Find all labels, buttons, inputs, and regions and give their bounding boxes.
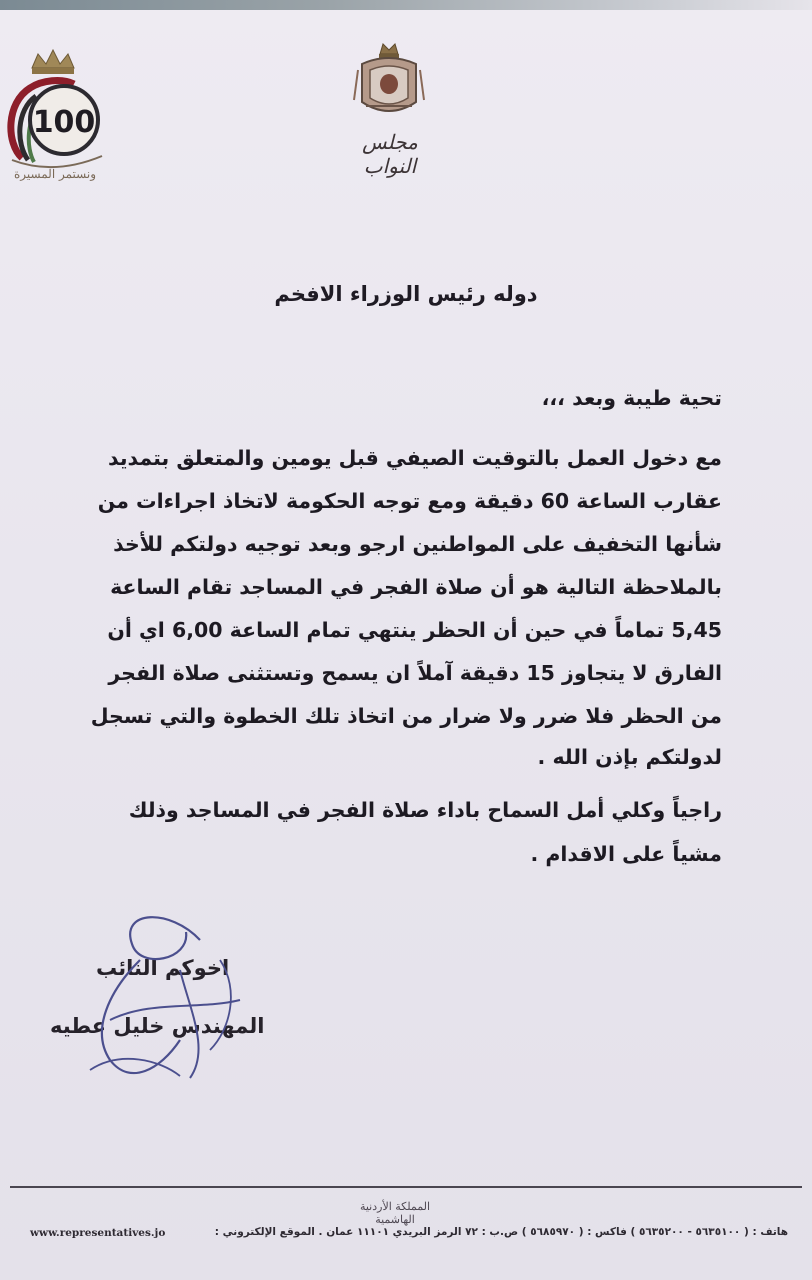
footer-contact: هاتف : ( ٥٦٣٥١٠٠ - ٥٦٣٥٢٠٠ ) فاكس : ( ٥٦٨٥٩٧٠ ) ص.ب : ٧٢ الرمز البريدي ١١١٠١ عمان . الموقع الإلكتروني : bbox=[214, 1226, 788, 1238]
greeting: تحية طيبة وبعد ،،، bbox=[541, 386, 722, 410]
royal-emblem-icon bbox=[352, 40, 426, 124]
body-line: لدولتكم بإذن الله . bbox=[537, 745, 722, 769]
addressee: دوله رئيس الوزراء الافخم bbox=[274, 282, 538, 306]
closing-line: راجياً وكلي أمل السماح باداء صلاة الفجر في المساجد وذلك bbox=[128, 798, 722, 822]
institution-name: مجلس النواب bbox=[362, 130, 418, 178]
body-line: مع دخول العمل بالتوقيت الصيفي قبل يومين والمتعلق بتمديد bbox=[108, 446, 722, 470]
body-line: عقارب الساعة 60 دقيقة ومع توجه الحكومة لاتخاذ اجراءات من bbox=[97, 489, 722, 513]
centennial-slogan: ونستمر المسيرة bbox=[14, 167, 96, 181]
body-line: 5,45 تماماً في حين أن الحظر ينتهي تمام الساعة 6,00 اي أن bbox=[107, 618, 722, 642]
body-line: الفارق لا يتجاوز 15 دقيقة آملاً ان يسمح وتستثنى صلاة الفجر bbox=[108, 661, 722, 685]
body-line: شأنها التخفيف على المواطنين ارجو وبعد توجيه دولتكم للأخذ bbox=[113, 532, 722, 556]
body-line: بالملاحظة التالية هو أن صلاة الفجر في المساجد تقام الساعة bbox=[110, 575, 722, 599]
closing-line: مشياً على الاقدام . bbox=[530, 842, 722, 866]
footer-seal: المملكة الأردنية الهاشمية bbox=[359, 1200, 431, 1226]
scan-edge bbox=[0, 0, 812, 10]
sign-off: اخوكم النائب bbox=[96, 956, 230, 980]
handwritten-signature-icon bbox=[70, 900, 280, 1100]
signer-name: المهندس خليل عطيه bbox=[50, 1014, 265, 1038]
footer-website: www.representatives.jo bbox=[30, 1227, 166, 1239]
footer-divider bbox=[10, 1186, 802, 1188]
body-line: من الحظر فلا ضرر ولا ضرار من اتخاذ تلك الخطوة والتي تسجل bbox=[90, 704, 722, 728]
centennial-number: 100 bbox=[32, 105, 96, 140]
